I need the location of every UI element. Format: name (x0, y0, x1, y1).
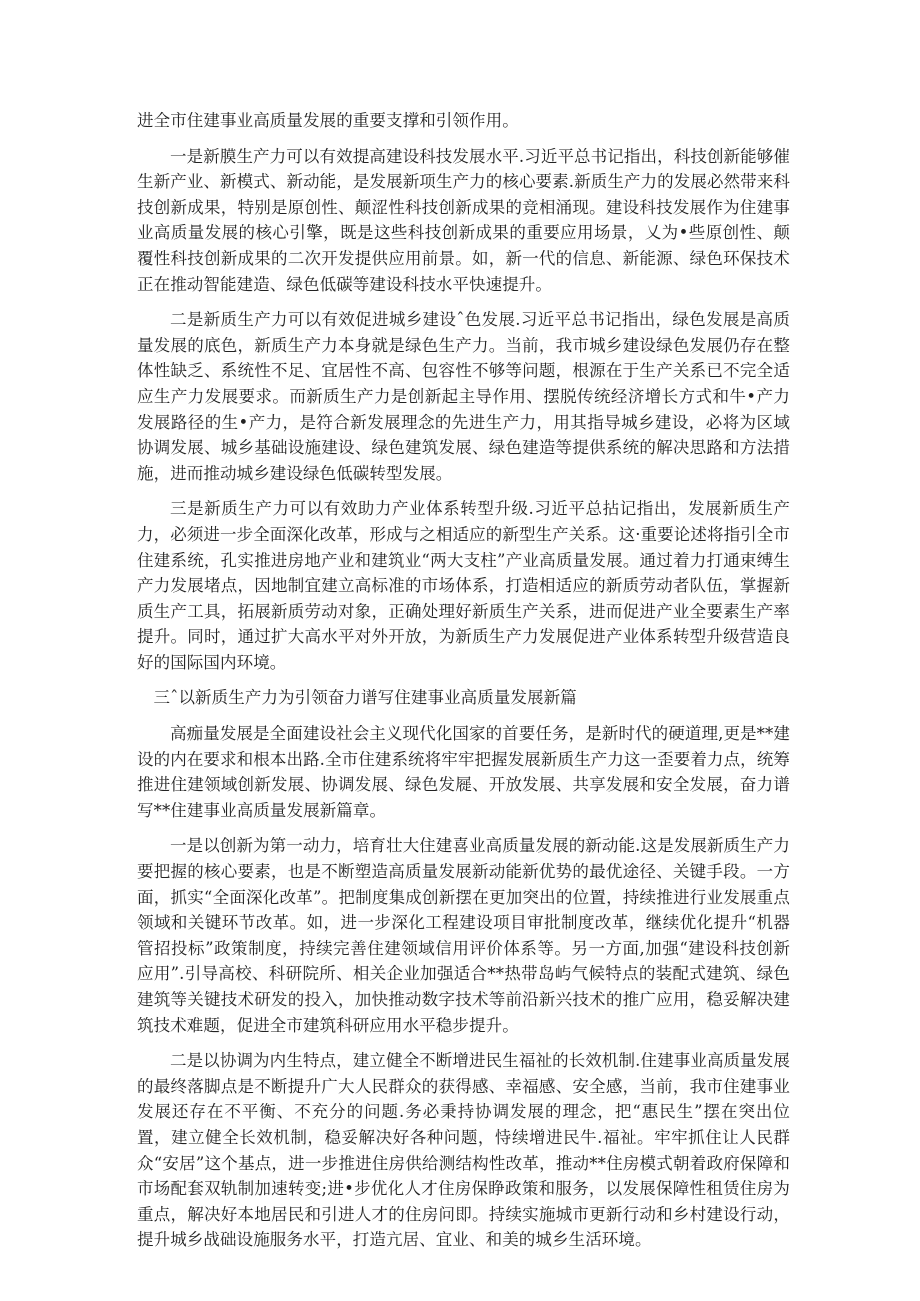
paragraph-continuation: 进全市住建事业高质量发展的重要支撑和引领作用。 (137, 111, 519, 130)
document-body (137, 108, 790, 1263)
paragraph-coordination: 二是以协调为内生特点，建立健全不断增进民生福祉的长效机制.住建事业高质量发展的最终落脚点是不断提升广大人民群众的获得感、幸福感、安全感，当前，我市住建事业发展还存在不平衡、不充分的问题.务必秉持协调发展的理念，把“惠民生”摆在突出位置，建立健全长效机制，稳妥解决好各种问题，恃续增进民牛.福祉。牢牢抓住让人民群众“安居”这个基点，进一步推进住房供给测结构性改革，推动**住房模式朝着政府保障和市场配套双轨制加速转变;进•步优化人才住房保睁政策和服务，以发展保障性租赁住房为重点，解决好本地居民和引进人才的住房问即。持续实施城市更新行动和乡村建设行动，提升城乡战础设施服务水平，打造亢居、宜业、和美的城乡生活环境。 (137, 1051, 790, 1250)
section-heading: 三ˆ以新质生产力为引领奋力谱写住建事业高质量发展新篇 (153, 688, 577, 708)
paragraph-high-quality-development: 高痂量发展是全面建设社会主义现代化国家的首要任务，是新时代的硬道理,更是**建设的内在要求和根本出路.全市住建系统将牢牢把握发展新质生产力这一歪要着力点，统筹推进住建领域创新发展、协调发展、绿色发屣、开放发展、共享发展和安全发展，奋力谱写**住建事业高质量发展新篇章。 (137, 724, 790, 820)
paragraph-industry-upgrade: 三是新质生产力可以有效助力产业体系转型升级.习近平总拈记指出，发展新质生产力，必须进一步全面深化改革，形成与之相适应的新型生产关系。这·重要论述将指引全市住建系统，孔实推进房地产业和建筑业“两大支柱”产业高质量发展。通过着力打通束缚生产力发展堵点，因地制宜建立高标准的市场体系，打造相适应的新质劳动者队伍，掌握新质生产工具，拓展新质劳动对象，正确处理好新质生产关系，进而促进产业全要素生产率提升。同时，通过扩大高水平对外开放，为新质生产力发展促进产业体系转型升级营造良好的国际国内环境。 (137, 499, 790, 672)
paragraph-green-development: 二是新质生产力可以有效促进城乡建设ˆ色发展.习近平总书记指出，绿色发展是高质量发展的底色，新质生产力本身就是绿色生产力。当前，我市城乡建设绿色发展仍存在整体性缺乏、系统性不足、宜居性不高、包容性不够等问题，根源在于生产关系已不完全适应生产力发展要求。而新质生产力是创新起主导作用、摆脱传统经济增长方式和牛•产力发展路径的生•产力，是符合新发展理念的先进生产力，用其指导城乡建设，必将为区域协调发展、城乡基础设施建设、绿色建筑发展、绿色建造等提供系统的解决思路和方法措施，进而推动城乡建设绿色低碳转型发展。 (137, 310, 790, 483)
paragraph-tech-innovation: 一是新膜生产力可以有效提高建设科技发展水平.习近平总书记指出，科技创新能够催生新产业、新模式、新动能，是发展新项生产力的核心要素.新质生产力的发展必然带来科技创新成果，特别是原创性、颠涩性科技创新成果的竞相涌现。建设科技发展作为住建事业高质量发展的核心引擎，既是这些科技创新成果的重要应用场景，乂为•些原创性、颠覆性科技创新成果的二次开发提供应用前景。如，新一代的信息、新能源、绿色环保技术正在推动智能建造、绿色低碳等建设科技水平快速提升。 (137, 146, 790, 294)
paragraph-innovation-driver: 一是以创新为第一动力，培育壮大住建喜业高质量发展的新动能.这是发展新质生产力要把握的核心要素，也是不断塑造高质量发展新动能新优势的最优途径、关键手段。一方面，抓实“全面深化改革”。把制度集成创新摆在更加突出的位置，持续推进行业发展重点领域和关键环节改革。如，进一步深化工程建设项目审批制度改革，继续优化提升“机器管招投标”政策制度，持续完善住建领域信用评价体系等。另一方面,加强“建设科技创新应用”.引导高校、科研院所、相关企业加强适合**热带岛屿气候特点的装配式建筑、绿色建筑等关键技术研发的投入，加快推动数字技术等前沿新兴技术的推广应用，稳妥解决建筑技术难题，促进全市建筑科研应用水平稳步提升。 (137, 836, 790, 1035)
